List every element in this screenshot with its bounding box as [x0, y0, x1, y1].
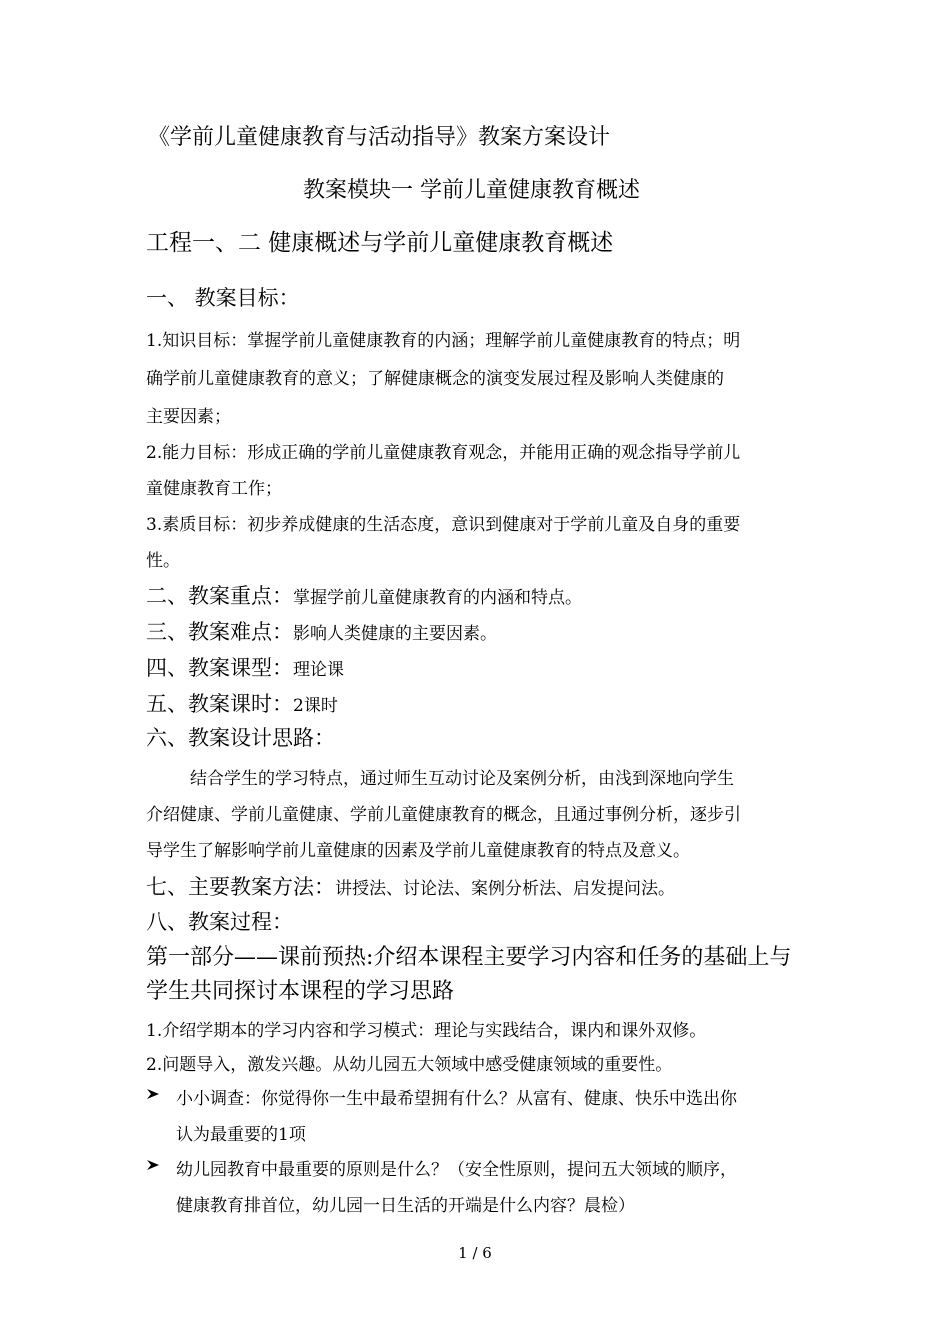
goal-knowledge-line-1: 1.知识目标：掌握学前儿童健康教育的内涵；理解学前儿童健康教育的特点；明 — [146, 331, 741, 351]
design-line-1: 结合学生的学习特点，通过师生互动讨论及案例分析，由浅到深地向学生 — [190, 769, 734, 789]
section-key-points-value: 掌握学前儿童健康教育的内涵和特点。 — [293, 588, 582, 608]
section-methods-label: 七、主要教案方法： — [146, 875, 335, 899]
section-design-heading: 六、教案设计思路： — [146, 726, 335, 750]
bullet-survey-line-1: 小小调查：你觉得你一生中最希望拥有什么？从富有、健康、快乐中选出你 — [176, 1089, 737, 1109]
arrowhead-bullet-icon — [146, 1159, 160, 1175]
design-line-3: 导学生了解影响学前儿童健康的因素及学前儿童健康教育的特点及意义。 — [146, 841, 690, 861]
bullet-survey-line-2: 认为最重要的1项 — [176, 1125, 306, 1145]
part-one-line-2: 学生共同探讨本课程的学习思路 — [146, 979, 455, 1004]
goal-quality-line-1: 3.素质目标：初步养成健康的生活态度，意识到健康对于学前儿童及自身的重要 — [146, 515, 741, 535]
section-difficulties-value: 影响人类健康的主要因素。 — [293, 624, 497, 644]
part-one-line-1: 第一部分——课前预热:介绍本课程主要学习内容和任务的基础上与 — [146, 945, 792, 970]
section-class-type-label: 四、教案课型： — [146, 656, 293, 680]
section-class-type — [146, 652, 344, 682]
section-class-hours-value: 2课时 — [293, 696, 338, 716]
step-one: 1.介绍学期本的学习内容和学习模式：理论与实践结合，课内和课外双修。 — [146, 1021, 707, 1041]
goal-ability-line-1: 2.能力目标：形成正确的学前儿童健康教育观念，并能用正确的观念指导学前儿 — [146, 443, 741, 463]
section-class-hours — [146, 688, 338, 718]
goal-knowledge-line-2: 确学前儿童健康教育的意义；了解健康概念的演变发展过程及影响人类健康的 — [146, 369, 724, 389]
section-class-type-value: 理论课 — [293, 660, 344, 680]
section-difficulties-label: 三、教案难点： — [146, 620, 293, 644]
goal-knowledge-line-3: 主要因素； — [146, 407, 231, 427]
project-heading: 工程一、二 健康概述与学前儿童健康教育概述 — [146, 230, 614, 256]
section-key-points — [146, 580, 582, 610]
design-line-2: 介绍健康、学前儿童健康、学前儿童健康教育的概念，且通过事例分析，逐步引 — [146, 805, 741, 825]
bullet-principle-line-2: 健康教育排首位，幼儿园一日生活的开端是什么内容？晨检） — [176, 1196, 635, 1216]
goal-ability-line-2: 童健康教育工作； — [146, 479, 282, 499]
arrowhead-bullet-icon-svg — [146, 1088, 160, 1100]
section-methods — [146, 871, 675, 901]
bullet-principle-line-1: 幼儿园教育中最重要的原则是什么？（安全性原则，提问五大领域的顺序， — [176, 1160, 737, 1180]
page-number: 1 / 6 — [458, 1244, 492, 1262]
section-key-points-label: 二、教案重点： — [146, 584, 293, 608]
step-two: 2.问题导入，激发兴趣。从幼儿园五大领域中感受健康领域的重要性。 — [146, 1055, 673, 1075]
arrowhead-bullet-icon-svg — [146, 1159, 160, 1171]
module-heading: 教案模块一 学前儿童健康教育概述 — [303, 178, 640, 203]
section-difficulties — [146, 616, 497, 646]
goal-quality-line-2: 性。 — [146, 551, 180, 571]
section-objectives-heading: 一、 教案目标： — [146, 286, 300, 310]
section-process-heading: 八、教案过程： — [146, 910, 293, 934]
section-class-hours-label: 五、教案课时： — [146, 692, 293, 716]
section-methods-value: 讲授法、讨论法、案例分析法、启发提问法。 — [335, 879, 675, 899]
arrowhead-bullet-icon — [146, 1088, 160, 1104]
document-title: 《学前儿童健康教育与活动指导》教案方案设计 — [148, 125, 611, 150]
